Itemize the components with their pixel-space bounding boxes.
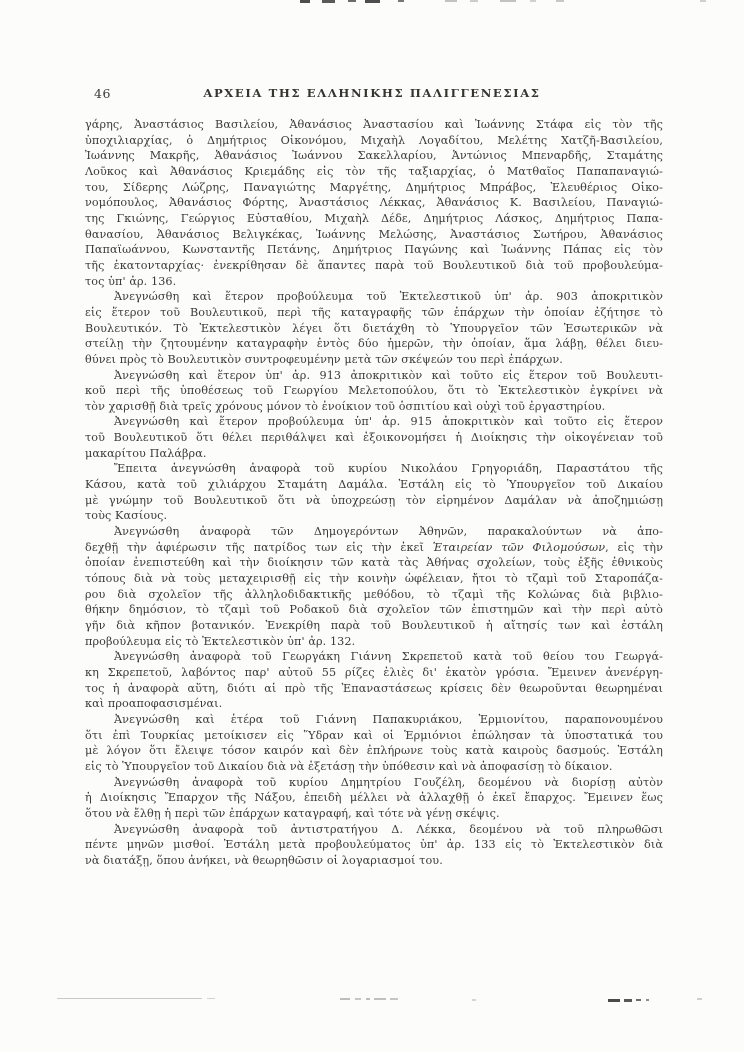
scan-artifact bbox=[340, 998, 350, 1000]
scan-artifact bbox=[556, 0, 564, 2]
text-line: τος ὑπ' ἀρ. 136. bbox=[85, 274, 177, 288]
scan-artifact bbox=[646, 999, 649, 1001]
text-segment: , εἰς τὴν bbox=[605, 540, 663, 554]
text-line: Ἀνεγνώσθη ἀναφορὰ τοῦ κυρίου Δημητρίου Γουζέλη, δεομένου νὰ διορίσῃ αὐτὸν bbox=[114, 775, 663, 789]
text-line: Ἀνεγνώσθη ἀναφορὰ τῶν Δημογερόντων Ἀθηνῶν, παρακαλούντων νὰ ἀπο- bbox=[114, 525, 663, 539]
text-line: εἰς ἕτερον τοῦ Βουλευτικοῦ, περὶ τῆς καταγραφῆς τῶν ἐπάρχων τὴν ὁποίαν ἐζήτησε τὸ bbox=[85, 305, 663, 319]
text-line: γάρης, Ἀναστάσιος Βασιλείου, Ἀθανάσιος Ἀναστασίου καὶ Ἰωάννης Στάφα εἰς τὸν τῆς bbox=[85, 118, 663, 131]
scan-artifact bbox=[390, 998, 398, 1000]
text-line: γῆν διὰ κῆπον βοτανικόν. Ἐνεκρίθη παρὰ τοῦ Βουλευτικοῦ ἡ αἴτησίς των καὶ ἐστάλη bbox=[85, 619, 663, 632]
scan-artifact bbox=[472, 999, 476, 1001]
text-line: καὶ προαποφασισμέναι. bbox=[85, 697, 223, 711]
text-line: ρου διὰ σχολεῖον τῆς ἀλληλοδιδακτικῆς μεθόδου, τὸ τζαμὶ τῆς Κολώνας διὰ βιβλιο- bbox=[85, 587, 663, 601]
scan-artifact bbox=[348, 0, 356, 2]
running-title: ΑΡΧΕΙΑ ΤΗΣ ΕΛΛΗΝΙΚΗΣ ΠΑΛΙΓΓΕΝΕΣΙΑΣ bbox=[203, 86, 541, 100]
text-line: τοῦ Βουλευτικοῦ ὅτι θέλει περιθάλψει καὶ ἐξοικονομήσει ἡ Διοίκησις τὴν οἰκογένειαν τοῦ bbox=[85, 431, 663, 445]
text-line: μὲ γνώμην τοῦ Βουλευτικοῦ ὅτι νὰ ὑποχρεώσῃ τὸν εἰρημένον Δαμάλαν νὰ ἀποζημιώσῃ bbox=[85, 493, 663, 507]
text-line: Βουλευτικόν. Τὸ Ἐκτελεστικὸν λέγει ὅτι διετάχθη τὸ Ὑπουργεῖον τῶν Ἐσωτερικῶν νὰ bbox=[85, 321, 663, 335]
text-line: ὑποχιλιαρχίας, ὁ Δημήτριος Οἰκονόμου, Μιχαὴλ Λογαδίτου, Μελέτης Χατζῆ-Βασιλείου, bbox=[85, 133, 663, 147]
document-text-block bbox=[85, 117, 663, 869]
text-line bbox=[85, 540, 663, 556]
scan-artifact bbox=[207, 998, 215, 999]
text-line: θύνει πρὸς τὸ Βουλευτικὸν συντροφευμένην μετὰ τῶν σκέψεών του περὶ ἐπάρχων. bbox=[85, 352, 563, 366]
italic-phrase: Ἑταιρείαν τῶν Φιλομούσων bbox=[432, 540, 606, 554]
text-line: τῆς ἑκατονταρχίας· ἐνεκρίθησαν δὲ ἅπαντες παρὰ τοῦ Βουλευτικοῦ διὰ τοῦ προβουλεύμα- bbox=[85, 258, 663, 272]
text-line: Παπαϊωάννου, Κωνσταντῆς Πετάνης, Δημήτριος Παγώνης καὶ Ἰωάννης Πάπας εἰς τὸν bbox=[85, 243, 663, 257]
text-line: Ἀνεγνώσθη καὶ ἕτερον ὑπ' ἀρ. 913 ἀποκριτικὸν καὶ τοῦτο εἰς ἕτερον τοῦ Βουλευτι- bbox=[114, 368, 663, 382]
scan-artifact bbox=[366, 998, 370, 1000]
text-line: στείλῃ τὴν ζητουμένην καταγραφὴν ἐντὸς δύο ἡμερῶν, τὴν ὁποίαν, ἅμα λάβῃ, θέλει διευ- bbox=[85, 337, 663, 351]
text-line: πέντε μηνῶν μισθοί. Ἐστάλη μετὰ προβουλεύματος ὑπ' ἀρ. 133 εἰς τὸ Ἐκτελεστικὸν διὰ bbox=[85, 838, 663, 852]
scan-artifact bbox=[697, 998, 702, 1000]
scan-artifact bbox=[470, 0, 478, 2]
text-line: μακαρίτου Παλάβρα. bbox=[85, 446, 207, 460]
text-line: θανασίου, Ἀθανάσιος Βελιγκέκας, Ἰωάννης Μελώσης, Ἀναστάσιος Σωτήρου, Ἀθανάσιος bbox=[85, 227, 663, 241]
text-line: Λοῦκος καὶ Ἀθανάσιος Κριεμάδης εἰς τὸν τῆς ταξιαρχίας, ὁ Ματθαῖος Παπαπαναγιώ- bbox=[85, 164, 663, 178]
text-line: Ἀνεγνώσθη ἀναφορὰ τοῦ ἀντιστρατήγου Δ. Λέκκα, δεομένου νὰ τοῦ πληρωθῶσι bbox=[114, 822, 663, 836]
text-line: τόπους διὰ νὰ τοὺς μεταχειρισθῇ εἰς τὴν κοινὴν ὠφέλειαν, ἤτοι τὸ τζαμὶ τοῦ Σταροπάζα- bbox=[85, 572, 663, 586]
text-line: θήκην δημόσιον, τὸ τζαμὶ τοῦ Ροδακοῦ διὰ σχολεῖον τῶν ἐπιστημῶν καὶ τὴν περὶ αὐτὸ bbox=[85, 603, 663, 617]
scan-artifact bbox=[374, 998, 386, 1000]
text-line: νὰ διατάξῃ, ὅπου ἀνήκει, νὰ θεωρηθῶσιν οἱ λογαριασμοί του. bbox=[85, 853, 443, 867]
text-line: νομόπουλος, Ἀθανάσιος Φόρτης, Ἀναστάσιος Λέκκας, Ἀθανάσιος Κ. Βασιλείου, Παναγιώ- bbox=[85, 196, 663, 210]
text-line: Ἀνεγνώσθη καὶ ἑτέρα τοῦ Γιάννη Παπακυριάκου, Ἑρμιονίτου, παραπονουμένου bbox=[114, 712, 663, 726]
scan-artifact bbox=[700, 0, 706, 2]
scan-artifact bbox=[398, 0, 404, 2]
text-line: Κάσου, κατὰ τοῦ χιλιάρχου Σταμάτη Δαμάλα. Ἐστάλη εἰς τὸ Ὑπουργεῖον τοῦ Δικαίου bbox=[85, 478, 663, 492]
text-line: Ἀνεγνώσθη καὶ ἕτερον προβούλευμα τοῦ Ἐκτελεστικοῦ ὑπ' ἀρ. 903 ἀποκριτικὸν bbox=[114, 290, 663, 304]
text-line: τοὺς Κασίους. bbox=[85, 509, 168, 523]
text-line: ὁποίαν ἐνεπιστεύθη καὶ τὴν διοίκησιν τῶν κατὰ τὰς Ἀθήνας σχολείων, τοὺς ἑξῆς ἐθνικοὺς bbox=[85, 556, 663, 570]
text-segment: δεχθῇ τὴν ἀφιέρωσιν τῆς πατρίδος των εἰς τὴν ἐκεῖ bbox=[85, 540, 433, 554]
text-line: ὅτι ἐπὶ Τουρκίας μετοίκισεν εἰς Ὕδραν καὶ οἱ Ἑρμιόνιοι ἐπώλησαν τὰ ὑποστατικά του bbox=[85, 728, 663, 742]
scan-artifact bbox=[624, 999, 632, 1002]
text-line: Ἀνεγνώσθη ἀναφορὰ τοῦ Γεωργάκη Γιάννη Σκρεπετοῦ κατὰ τοῦ θείου του Γεωργά- bbox=[114, 650, 663, 664]
scan-artifact bbox=[500, 0, 516, 2]
text-line: τος ἡ ἀναφορὰ αὕτη, διότι αἱ πρὸ τῆς Ἐπαναστάσεως κρίσεις δὲν θεωροῦνται θεωρημέναι bbox=[85, 681, 663, 695]
scan-artifact bbox=[365, 0, 380, 3]
text-line: κοῦ περὶ τῆς ὑποθέσεως τοῦ Γεωργίου Μελετοπούλου, ὅτι τὸ Ἐκτελεστικὸν ἐγκρίνει νὰ bbox=[85, 384, 663, 398]
text-line: Ἰωάννης Μακρῆς, Ἀθανάσιος Ἰωάννου Σακελλαρίου, Ἀντώνιος Μπεναρδῆς, Σταμάτης bbox=[85, 149, 663, 163]
text-line: Ἔπειτα ἀνεγνώσθη ἀναφορὰ τοῦ κυρίου Νικολάου Γρηγοριάδη, Παραστάτου τῆς bbox=[114, 462, 663, 476]
scan-artifact bbox=[530, 0, 536, 2]
text-line: τὸν χαρισθῇ διὰ τρεῖς χρόνους μόνον τὸ ἐνοίκιον τοῦ ὁσπιτίου καὶ οὐχὶ τοῦ ἐργαστηρίου. bbox=[85, 399, 606, 413]
scan-artifact bbox=[300, 0, 310, 3]
text-line: του, Σίδερης Λώζρης, Παναγιώτης Μαργέτης, Δημήτριος Μπράβος, Ἐλευθέριος Οἰκο- bbox=[85, 180, 663, 194]
scan-artifact bbox=[57, 998, 202, 999]
scan-artifact bbox=[322, 0, 335, 3]
scan-artifact bbox=[445, 0, 457, 2]
text-line: Ἀνεγνώσθη καὶ ἕτερον προβούλευμα ὑπ' ἀρ. 915 ἀποκριτικὸν καὶ τοῦτο εἰς ἕτερον bbox=[114, 415, 663, 429]
text-line: της Γκιώνης, Γεώργιος Εὐσταθίου, Μιχαὴλ Δέδε, Δημήτριος Λάσκος, Δημήτριος Παπα- bbox=[85, 211, 663, 225]
scan-artifact bbox=[608, 999, 620, 1002]
text-line: κη Σκρεπετοῦ, λαβόντος παρ' αὐτοῦ 55 ρίζες ἐλιὲς δι' ἑκατὸν γρόσια. Ἔμεινεν ἀνενέργη- bbox=[85, 665, 663, 679]
scan-artifact bbox=[636, 999, 641, 1001]
text-line: ἡ Διοίκησις Ἔπαρχον τῆς Νάξου, ἐπειδὴ μέλλει νὰ ἀλλαχθῇ ὁ ἐκεῖ ἔπαρχος. Ἔμεινεν ἕως bbox=[85, 791, 663, 805]
text-line: εἰς τὸ Ὑπουργεῖον τοῦ Δικαίου διὰ νὰ ἐξετάσῃ τὴν ὑπόθεσιν καὶ νὰ ἀποφασίσῃ τὸ δίκαιον. bbox=[85, 759, 613, 773]
text-line: ὅτου νὰ ἔλθῃ ἡ περὶ τῶν ἐπάρχων καταγραφή, καὶ τότε νὰ γένῃ σκέψις. bbox=[85, 806, 500, 820]
text-line: προβούλευμα εἰς τὸ Ἐκτελεστικὸν ὑπ' ἀρ. 132. bbox=[85, 634, 356, 648]
page-number: 46 bbox=[94, 86, 111, 101]
text-line: μὲ λόγον ὅτι ἔλειψε τόσον καιρόν καὶ δὲν ἐπλήρωνε τοὺς κατὰ καιροὺς δασμούς. Ἐστάλη bbox=[85, 744, 663, 758]
scan-artifact bbox=[355, 998, 361, 1000]
